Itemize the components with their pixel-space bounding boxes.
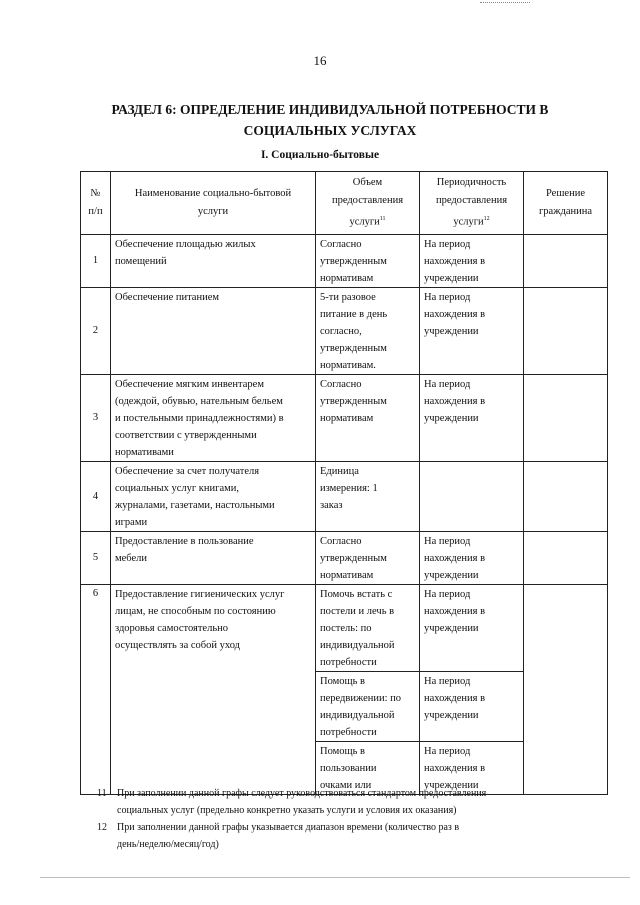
- social-services-table: [80, 171, 608, 795]
- period-cell: [420, 671, 524, 741]
- volume-line: потребности: [320, 726, 377, 738]
- service-name-line: лицам, не способным по состоянию: [115, 605, 276, 617]
- volume-line: согласно,: [320, 325, 362, 337]
- table-row: [81, 461, 608, 531]
- table-row: [81, 374, 608, 461]
- period-cell: [420, 531, 524, 584]
- period-cell: [420, 374, 524, 461]
- service-name-line: журналами, газетами, настольными: [115, 499, 275, 511]
- service-name-cell: [111, 531, 316, 584]
- period-line: нахождения в: [424, 395, 486, 407]
- volume-cell: [316, 287, 420, 374]
- period-cell: [420, 234, 524, 287]
- footnote-text: При заполнении данной графы указывается диапазон времени (количество раз в: [117, 822, 460, 833]
- header-decision-line-1: Решение: [545, 187, 585, 199]
- period-line: учреждении: [424, 709, 479, 721]
- header-service-name: [111, 172, 316, 235]
- header-num-line-2: п/п: [88, 205, 103, 217]
- header-volume-line-1: Объем: [352, 177, 383, 188]
- service-name-line: соответствии с утвержденными: [115, 429, 257, 441]
- table-row: [81, 287, 608, 374]
- header-period-text: услуги: [453, 216, 484, 228]
- period-line: На период: [424, 535, 471, 547]
- decision-cell: [524, 234, 608, 287]
- row-num: 5: [81, 531, 111, 584]
- footnote-12: [97, 819, 567, 836]
- volume-line: нормативам: [320, 412, 374, 424]
- decision-cell: [524, 287, 608, 374]
- footnote-11: [97, 785, 567, 802]
- decision-cell: [524, 531, 608, 584]
- volume-line: очками или: [320, 779, 372, 791]
- volume-line: постели и лечь в: [320, 605, 395, 617]
- volume-cell: [316, 374, 420, 461]
- service-name-line: мебели: [115, 552, 148, 564]
- row-num: 2: [81, 287, 111, 374]
- service-name-line: Обеспечение за счет получателя: [115, 465, 260, 477]
- service-name-cell: [111, 584, 316, 794]
- header-period-line-3: [423, 210, 520, 232]
- header-name-line-2: услуги: [197, 205, 229, 217]
- header-citizen-decision: [524, 172, 608, 235]
- header-num: [81, 172, 111, 235]
- volume-line: утвержденным: [320, 395, 387, 407]
- period-line: нахождения в: [424, 762, 486, 774]
- period-line: нахождения в: [424, 692, 486, 704]
- table-row: [81, 584, 608, 671]
- period-line: учреждении: [424, 779, 479, 791]
- table-row: [81, 531, 608, 584]
- header-period-line-1: Периодичность: [436, 177, 507, 188]
- row-num: 6: [81, 584, 111, 794]
- footnote-text-continued: социальных услуг (предельно конкретно указать услуги и условия их оказания): [117, 805, 457, 816]
- period-line: учреждении: [424, 272, 479, 284]
- volume-cell: [316, 234, 420, 287]
- subsection-title: I. Социально-бытовые: [260, 149, 380, 161]
- header-period-line-2: предоставления: [435, 195, 508, 206]
- row-num: 1: [81, 234, 111, 287]
- volume-line: Помочь встать с: [320, 588, 393, 600]
- decision-cell: [524, 584, 608, 794]
- service-name-cell: [111, 374, 316, 461]
- period-line: нахождения в: [424, 605, 486, 617]
- section-title-line-1: РАЗДЕЛ 6: ОПРЕДЕЛЕНИЕ ИНДИВИДУАЛЬНОЙ ПОТРЕБНОСТИ В: [111, 102, 549, 117]
- volume-line: заказ: [320, 499, 343, 511]
- service-name-line: социальных услуг книгами,: [115, 482, 240, 494]
- volume-line: индивидуальной: [320, 709, 395, 721]
- period-line: На период: [424, 745, 471, 757]
- header-volume-line-2: предоставления: [331, 195, 404, 206]
- volume-line: Единица: [320, 465, 359, 477]
- volume-line: Помощь в: [320, 675, 365, 687]
- service-name-cell: [111, 461, 316, 531]
- footnote-ref-11: 11: [379, 216, 386, 222]
- period-line: На период: [424, 588, 471, 600]
- period-line: нахождения в: [424, 255, 486, 267]
- table-row: [81, 234, 608, 287]
- period-line: учреждении: [424, 325, 479, 337]
- period-line: На период: [424, 291, 471, 303]
- volume-line: утвержденным: [320, 255, 387, 267]
- section-title: [100, 99, 560, 141]
- period-line: На период: [424, 675, 471, 687]
- period-line: учреждении: [424, 622, 479, 634]
- header-name-line-1: Наименование социально-бытовой: [134, 187, 292, 199]
- service-name-line: Обеспечение питанием: [115, 291, 220, 303]
- footnote-ref-12: 12: [483, 216, 490, 222]
- volume-line: 5-ти разовое: [320, 291, 376, 303]
- scan-artifact-top: [480, 2, 530, 5]
- volume-line: нормативам: [320, 569, 374, 581]
- row-num: 3: [81, 374, 111, 461]
- row-num: 4: [81, 461, 111, 531]
- footnotes: [97, 785, 567, 853]
- volume-line: утвержденным: [320, 552, 387, 564]
- header-volume-text: услуги: [349, 216, 380, 228]
- volume-line: нормативам: [320, 272, 374, 284]
- service-name-line: Обеспечение площадью жилых: [115, 238, 256, 250]
- service-name-line: нормативами: [115, 446, 174, 458]
- volume-line: индивидуальной: [320, 639, 395, 651]
- scan-artifact-bottom: [40, 877, 630, 878]
- header-volume: [316, 172, 420, 235]
- volume-cell: [316, 531, 420, 584]
- service-name-line: Предоставление в пользование: [115, 535, 254, 547]
- header-periodicity: [420, 172, 524, 235]
- service-name-line: помещений: [115, 255, 167, 267]
- service-name-cell: [111, 234, 316, 287]
- header-volume-line-3: [319, 210, 416, 232]
- volume-cell: [316, 584, 420, 671]
- service-name-line: Предоставление гигиенических услуг: [115, 588, 285, 600]
- period-line: На период: [424, 238, 471, 250]
- service-name-line: играми: [115, 516, 148, 528]
- service-name-cell: [111, 287, 316, 374]
- section-title-line-2: СОЦИАЛЬНЫХ УСЛУГАХ: [243, 123, 417, 138]
- volume-line: постель: по: [320, 622, 372, 634]
- service-name-line: здоровья самостоятельно: [115, 622, 228, 634]
- service-name-line: осуществлять за собой уход: [115, 639, 241, 651]
- volume-line: Согласно: [320, 535, 362, 547]
- volume-line: Согласно: [320, 378, 362, 390]
- footnote-text-continued: день/неделю/месяц/год): [117, 839, 219, 850]
- volume-line: Помощь в: [320, 745, 365, 757]
- period-line: На период: [424, 378, 471, 390]
- period-cell: [420, 461, 524, 531]
- period-line: учреждении: [424, 569, 479, 581]
- period-cell: [420, 287, 524, 374]
- volume-cell: [316, 461, 420, 531]
- period-line: нахождения в: [424, 308, 486, 320]
- period-cell: [420, 584, 524, 671]
- volume-line: пользовании: [320, 762, 377, 774]
- footnote-text: При заполнении данной графы следует руководствоваться стандартом предоставления: [117, 788, 487, 799]
- volume-line: передвижении: по: [320, 692, 402, 704]
- service-name-line: (одеждой, обувью, нательным бельем: [115, 395, 283, 407]
- service-name-line: Обеспечение мягким инвентарем: [115, 378, 264, 390]
- volume-line: нормативам.: [320, 359, 376, 371]
- volume-cell: [316, 671, 420, 741]
- service-name-line: и постельными принадлежностями) в: [115, 412, 284, 424]
- footnote-number: 12: [97, 822, 107, 833]
- volume-line: потребности: [320, 656, 377, 668]
- volume-line: измерения: 1: [320, 482, 378, 494]
- page-number: 16: [313, 53, 327, 68]
- header-num-line-1: №: [90, 187, 101, 199]
- table-header-row: [81, 172, 608, 235]
- period-line: нахождения в: [424, 552, 486, 564]
- decision-cell: [524, 461, 608, 531]
- period-line: учреждении: [424, 412, 479, 424]
- decision-cell: [524, 374, 608, 461]
- volume-line: Согласно: [320, 238, 362, 250]
- footnote-number: 11: [97, 788, 107, 799]
- header-decision-line-2: гражданина: [539, 205, 592, 217]
- volume-line: утвержденным: [320, 342, 387, 354]
- volume-line: питание в день: [320, 308, 388, 320]
